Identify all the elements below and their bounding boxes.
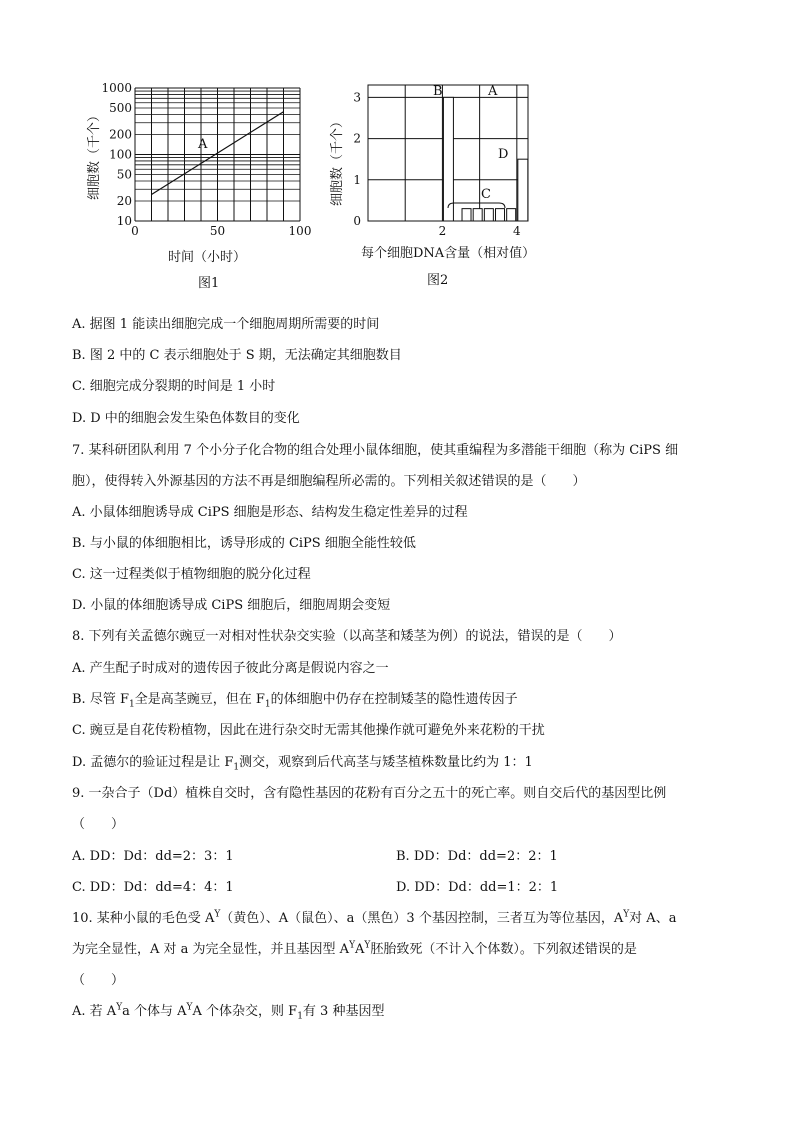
q9-stem-line-1: 9. 一杂合子（Dd）植株自交时，含有隐性基因的花粉有百分之五十的死亡率。则自交后代的基因型比例 (72, 786, 667, 801)
figure-2-ylabel: 细胞数（千个） (330, 114, 345, 206)
figure-1-x-tick-label: 50 (209, 224, 226, 238)
q9-option-d: D. DD：Dd：dd=1：2：1 (396, 880, 559, 895)
q10-l2-sup1: Y (349, 940, 356, 951)
q7-option-d: D. 小鼠的体细胞诱导成 CiPS 细胞后，细胞周期会变短 (72, 598, 391, 613)
q7-stem-line-1: 7. 某科研团队利用 7 个小分子化合物的组合处理小鼠体细胞，使其重编程为多潜能干细胞（称为 CiPS 细 (72, 443, 679, 458)
figure-2-label-d: D (498, 147, 509, 162)
figure-2 (326, 80, 566, 295)
figure-1-y-tick-label: 200 (109, 127, 132, 142)
figure-2-bar-c (507, 209, 516, 221)
figure-2-bar-b (443, 97, 453, 221)
figure-1-x-tick-label: 0 (131, 224, 139, 238)
q8-b-sub1: 1 (128, 699, 135, 710)
figure-1-x-tick-label: 100 (288, 224, 312, 238)
q8-b-part1: B. 尽管 F (72, 692, 129, 707)
figure-1-ylabel: 细胞数（千个） (87, 108, 102, 200)
figure-1-y-tick-label: 100 (109, 147, 132, 162)
q9-option-c: C. DD：Dd：dd=4：4：1 (72, 880, 234, 895)
figure-2-label-c: C (481, 187, 491, 202)
figure-2-bars (443, 97, 527, 221)
figure-2-x-ticks (439, 224, 521, 238)
q10-l2-sup2: Y (364, 940, 371, 951)
q10-s1: 10. 某种小鼠的毛色受 A (72, 911, 215, 926)
q7-option-b: B. 与小鼠的体细胞相比，诱导形成的 CiPS 细胞全能性较低 (72, 536, 416, 551)
q6-option-b: B. 图 2 中的 C 表示细胞处于 S 期，无法确定其细胞数目 (72, 348, 402, 363)
q10-a-2: a 个体与 A (122, 1004, 187, 1019)
figure-2-y-tick-label: 3 (353, 90, 361, 105)
figure-1-caption: 图1 (198, 276, 220, 291)
figure-2-x-tick-label: 2 (438, 224, 447, 238)
q10-a-sup1: Y (116, 1002, 123, 1013)
figure-1-y-tick-label: 50 (116, 167, 132, 182)
figure-2-bar-c (484, 209, 493, 221)
q8-stem: 8. 下列有关孟德尔豌豆一对相对性状杂交实验（以高茎和矮茎为例）的说法，错误的是（ ） (72, 629, 622, 644)
figure-2-label-b: B (433, 84, 443, 99)
q6-option-a: A. 据图 1 能读出细胞完成一个细胞周期所需要的时间 (72, 317, 380, 332)
q8-b-part3: 的体细胞中仍存在控制矮茎的隐性遗传因子 (270, 692, 518, 707)
q7-option-a: A. 小鼠体细胞诱导成 CiPS 细胞是形态、结构发生稳定性差异的过程 (72, 505, 468, 520)
q8-option-a: A. 产生配子时成对的遗传因子彼此分离是假说内容之一 (72, 661, 389, 676)
q8-option-d (72, 754, 533, 772)
figure-2-y-ticks (353, 90, 361, 228)
q10-a-3: A 个体杂交，则 F (192, 1004, 298, 1019)
figure-1-grid (135, 88, 300, 221)
figure-2-brace-c (448, 203, 505, 208)
figure-2-y-tick-label: 2 (353, 131, 361, 146)
figure-2-caption: 图2 (427, 273, 449, 288)
q10-stem-line-1 (72, 910, 676, 928)
q10-l2-2: A (355, 942, 365, 957)
q10-stem-line-2 (72, 941, 637, 959)
q6-option-c: C. 细胞完成分裂期的时间是 1 小时 (72, 379, 276, 394)
figure-1-x-ticks (131, 224, 311, 238)
q7-option-c: C. 这一过程类似于植物细胞的脱分化过程 (72, 567, 311, 582)
q10-s2: （黄色）、A（鼠色）、a（黑色）3 个基因控制，三者互为等位基因，A (220, 911, 624, 926)
q10-option-a (72, 1003, 384, 1021)
q8-b-part2: 全是高茎豌豆，但在 F (134, 692, 265, 707)
figure-1-y-tick-label: 1000 (101, 81, 132, 95)
q7-stem-line-2: 胞），使得转入外源基因的方法不再是细胞编程所必需的。下列相关叙述错误的是（ ） (72, 474, 586, 489)
q10-sup1: Y (214, 909, 221, 920)
q10-sup2: Y (623, 909, 630, 920)
q8-option-c: C. 豌豆是自花传粉植物，因此在进行杂交时无需其他操作就可避免外来花粉的干扰 (72, 723, 545, 738)
figure-2-bar-d (518, 159, 528, 221)
figure-2-bar-c (473, 209, 482, 221)
figure-2-bar-c (462, 209, 471, 221)
q9-stem-line-2: （ ） (72, 817, 125, 832)
q10-l2-3: 胚胎致死（不计入个体数）。下列叙述错误的是 (370, 942, 637, 957)
q8-b-sub2: 1 (264, 699, 271, 710)
q8-d-part2: 测交，观察到后代高茎与矮茎植株数量比约为 1：1 (239, 755, 533, 770)
figure-1-y-tick-label: 20 (116, 193, 132, 208)
figure-1-y-tick-label: 10 (116, 214, 132, 228)
q8-option-b (72, 691, 518, 709)
q8-d-part1: D. 孟德尔的验证过程是让 F (72, 755, 234, 770)
figure-2-label-a: A (488, 84, 498, 99)
q6-option-d: D. D 中的细胞会发生染色体数目的变化 (72, 411, 300, 426)
figure-1-xlabel: 时间（小时） (168, 250, 247, 265)
q10-a-sup2: Y (186, 1002, 193, 1013)
q10-a-sub: 1 (297, 1011, 303, 1022)
q10-a-1: A. 若 A (72, 1004, 117, 1019)
q10-l2-1: 为完全显性，A 对 a 为完全显性，并且基因型 A (72, 942, 350, 957)
q9-option-b: B. DD：Dd：dd=2：2：1 (396, 849, 558, 864)
figure-2-x-tick-label: 4 (513, 224, 521, 238)
q9-option-a: A. DD：Dd：dd=2：3：1 (72, 849, 234, 864)
figure-2-xlabel: 每个细胞DNA含量（相对值） (361, 246, 536, 261)
q10-stem-line-3: （ ） (72, 973, 125, 988)
figure-2-y-tick-label: 0 (353, 214, 361, 228)
figure-2-bar-c (496, 209, 505, 221)
figure-1-y-ticks (101, 81, 132, 228)
q8-d-sub: 1 (233, 762, 240, 773)
figure-1 (87, 80, 312, 295)
figure-1-y-tick-label: 500 (109, 101, 132, 116)
q10-s3: 对 A、a (629, 911, 677, 926)
q10-a-4: 有 3 种基因型 (302, 1004, 385, 1019)
figure-1-line-label: A (198, 137, 208, 152)
figure-2-y-tick-label: 1 (353, 172, 361, 187)
